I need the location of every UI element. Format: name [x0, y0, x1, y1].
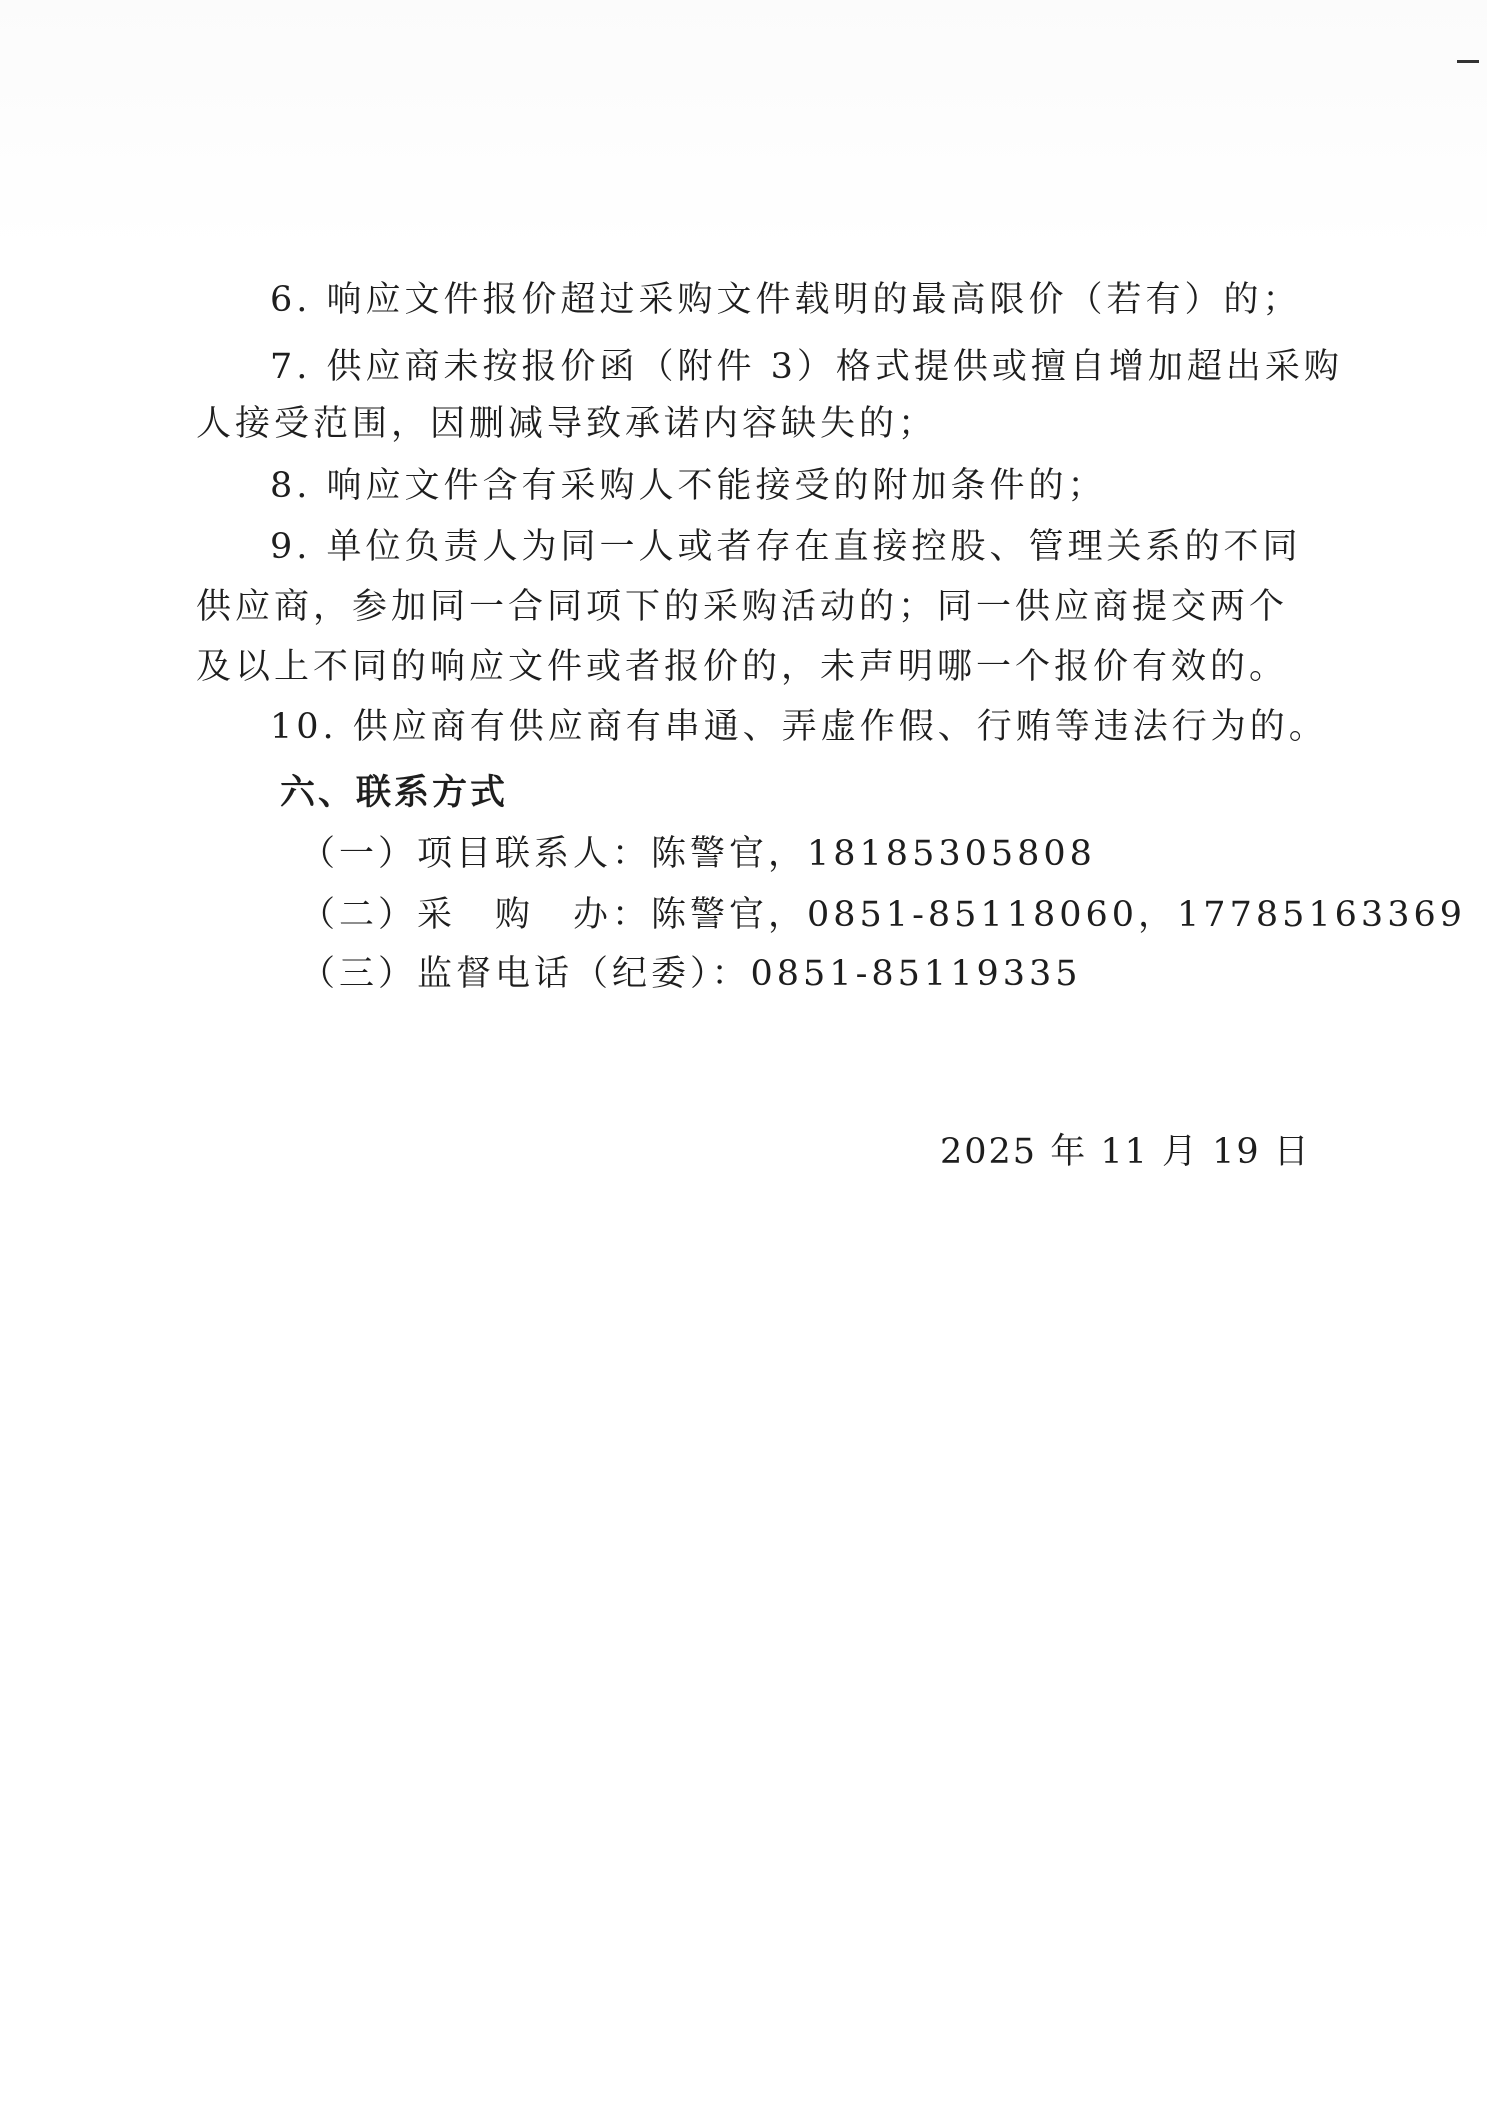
document-date: 2025 年 11 月 19 日	[940, 1132, 1311, 1172]
clause-9-line-2: 供应商，参加同一合同项下的采购活动的；同一供应商提交两个	[196, 587, 1289, 627]
section-heading-contact: 六、联系方式	[280, 772, 509, 813]
contact-supervision: （三）监督电话（纪委）：0851-85119335	[300, 954, 1082, 994]
clause-10: 10. 供应商有供应商有串通、弄虚作假、行贿等违法行为的。	[270, 707, 1328, 747]
clause-7-line-1: 7. 供应商未按报价函（附件 3）格式提供或擅自增加超出采购	[270, 347, 1343, 387]
clause-6: 6. 响应文件报价超过采购文件载明的最高限价（若有）的；	[270, 280, 1302, 320]
contact-project: （一）项目联系人：陈警官，18185305808	[300, 834, 1096, 874]
clause-9-line-1: 9. 单位负责人为同一人或者存在直接控股、管理关系的不同	[270, 527, 1302, 567]
clause-7-line-2: 人接受范围，因删减导致承诺内容缺失的；	[196, 404, 938, 444]
clause-9-line-3: 及以上不同的响应文件或者报价的，未声明哪一个报价有效的。	[196, 647, 1289, 687]
clause-8: 8. 响应文件含有采购人不能接受的附加条件的；	[270, 466, 1107, 506]
contact-procurement: （二）采 购 办：陈警官，0851-85118060，17785163369	[300, 895, 1466, 935]
scan-edge-mark	[1457, 60, 1479, 63]
